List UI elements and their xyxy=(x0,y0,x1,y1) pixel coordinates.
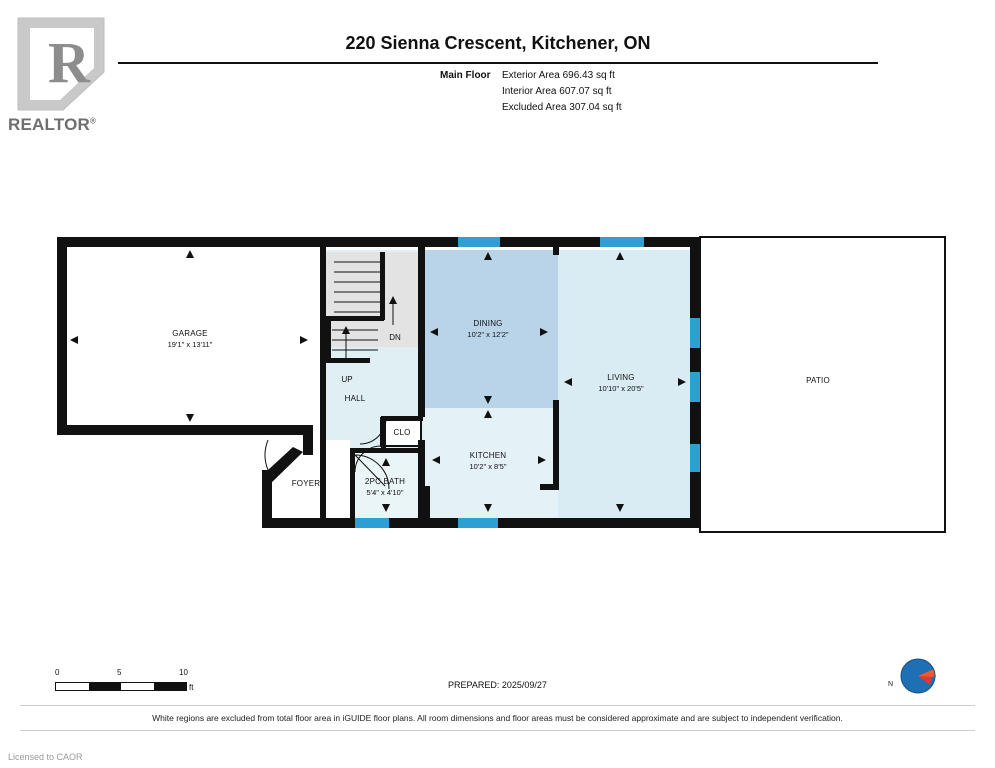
room-name: DINING xyxy=(473,319,503,328)
room-name: CLO xyxy=(393,428,411,437)
scale-tick-5: 5 xyxy=(117,668,122,677)
compass-north-label: N xyxy=(888,681,894,688)
excluded-area: Excluded Area 307.04 sq ft xyxy=(502,102,622,113)
page-title: 220 Sienna Crescent, Kitchener, ON xyxy=(345,33,651,53)
room-label-closet xyxy=(384,427,420,438)
room-label-foyer xyxy=(278,478,334,489)
svg-text:R: R xyxy=(48,30,90,95)
stairs-down-label: DN xyxy=(389,333,401,342)
room-name: LIVING xyxy=(607,373,635,382)
room-dims: 19'1" x 13'11" xyxy=(167,340,213,349)
scale-tick-0: 0 xyxy=(55,668,60,677)
disclaimer-text: White regions are excluded from total floor area in iGUIDE floor plans. All room dimensions and floor areas must be considered approximate and are subject to independent verification. xyxy=(20,705,975,731)
room-label-2pc-bath xyxy=(352,476,418,498)
room-label-dining xyxy=(448,318,528,340)
interior-area: Interior Area 607.07 sq ft xyxy=(502,86,612,97)
room-label-hall xyxy=(330,393,380,404)
floor-label: Main Floor xyxy=(440,70,491,81)
room-name: FOYER xyxy=(291,479,321,488)
license-text: Licensed to CAOR xyxy=(8,752,83,762)
stairs-up-label: UP xyxy=(341,375,353,384)
compass-rose xyxy=(890,655,946,697)
realtor-word: REALTOR xyxy=(8,115,90,134)
room-dims: 5'4" x 4'10" xyxy=(366,488,404,497)
room-name: GARAGE xyxy=(172,329,208,338)
realtor-registered: ® xyxy=(90,116,97,126)
room-label-patio xyxy=(782,375,854,386)
exterior-area: Exterior Area 696.43 sq ft xyxy=(502,70,615,81)
prepared-date: PREPARED: 2025/09/27 xyxy=(448,680,547,690)
scale-tick-10: 10 xyxy=(179,668,188,677)
room-label-garage xyxy=(150,328,230,350)
room-name: KITCHEN xyxy=(469,451,507,460)
room-dims: 10'10" x 20'5" xyxy=(598,384,644,393)
room-name: HALL xyxy=(344,394,366,403)
scale-unit: ft xyxy=(189,683,194,692)
room-label-living xyxy=(585,372,657,394)
room-dims: 10'2" x 8'5" xyxy=(469,462,507,471)
room-name: PATIO xyxy=(806,376,830,385)
room-label-kitchen xyxy=(450,450,526,472)
room-name: 2PC BATH xyxy=(364,477,406,486)
room-dims: 10'2" x 12'2" xyxy=(467,330,509,339)
